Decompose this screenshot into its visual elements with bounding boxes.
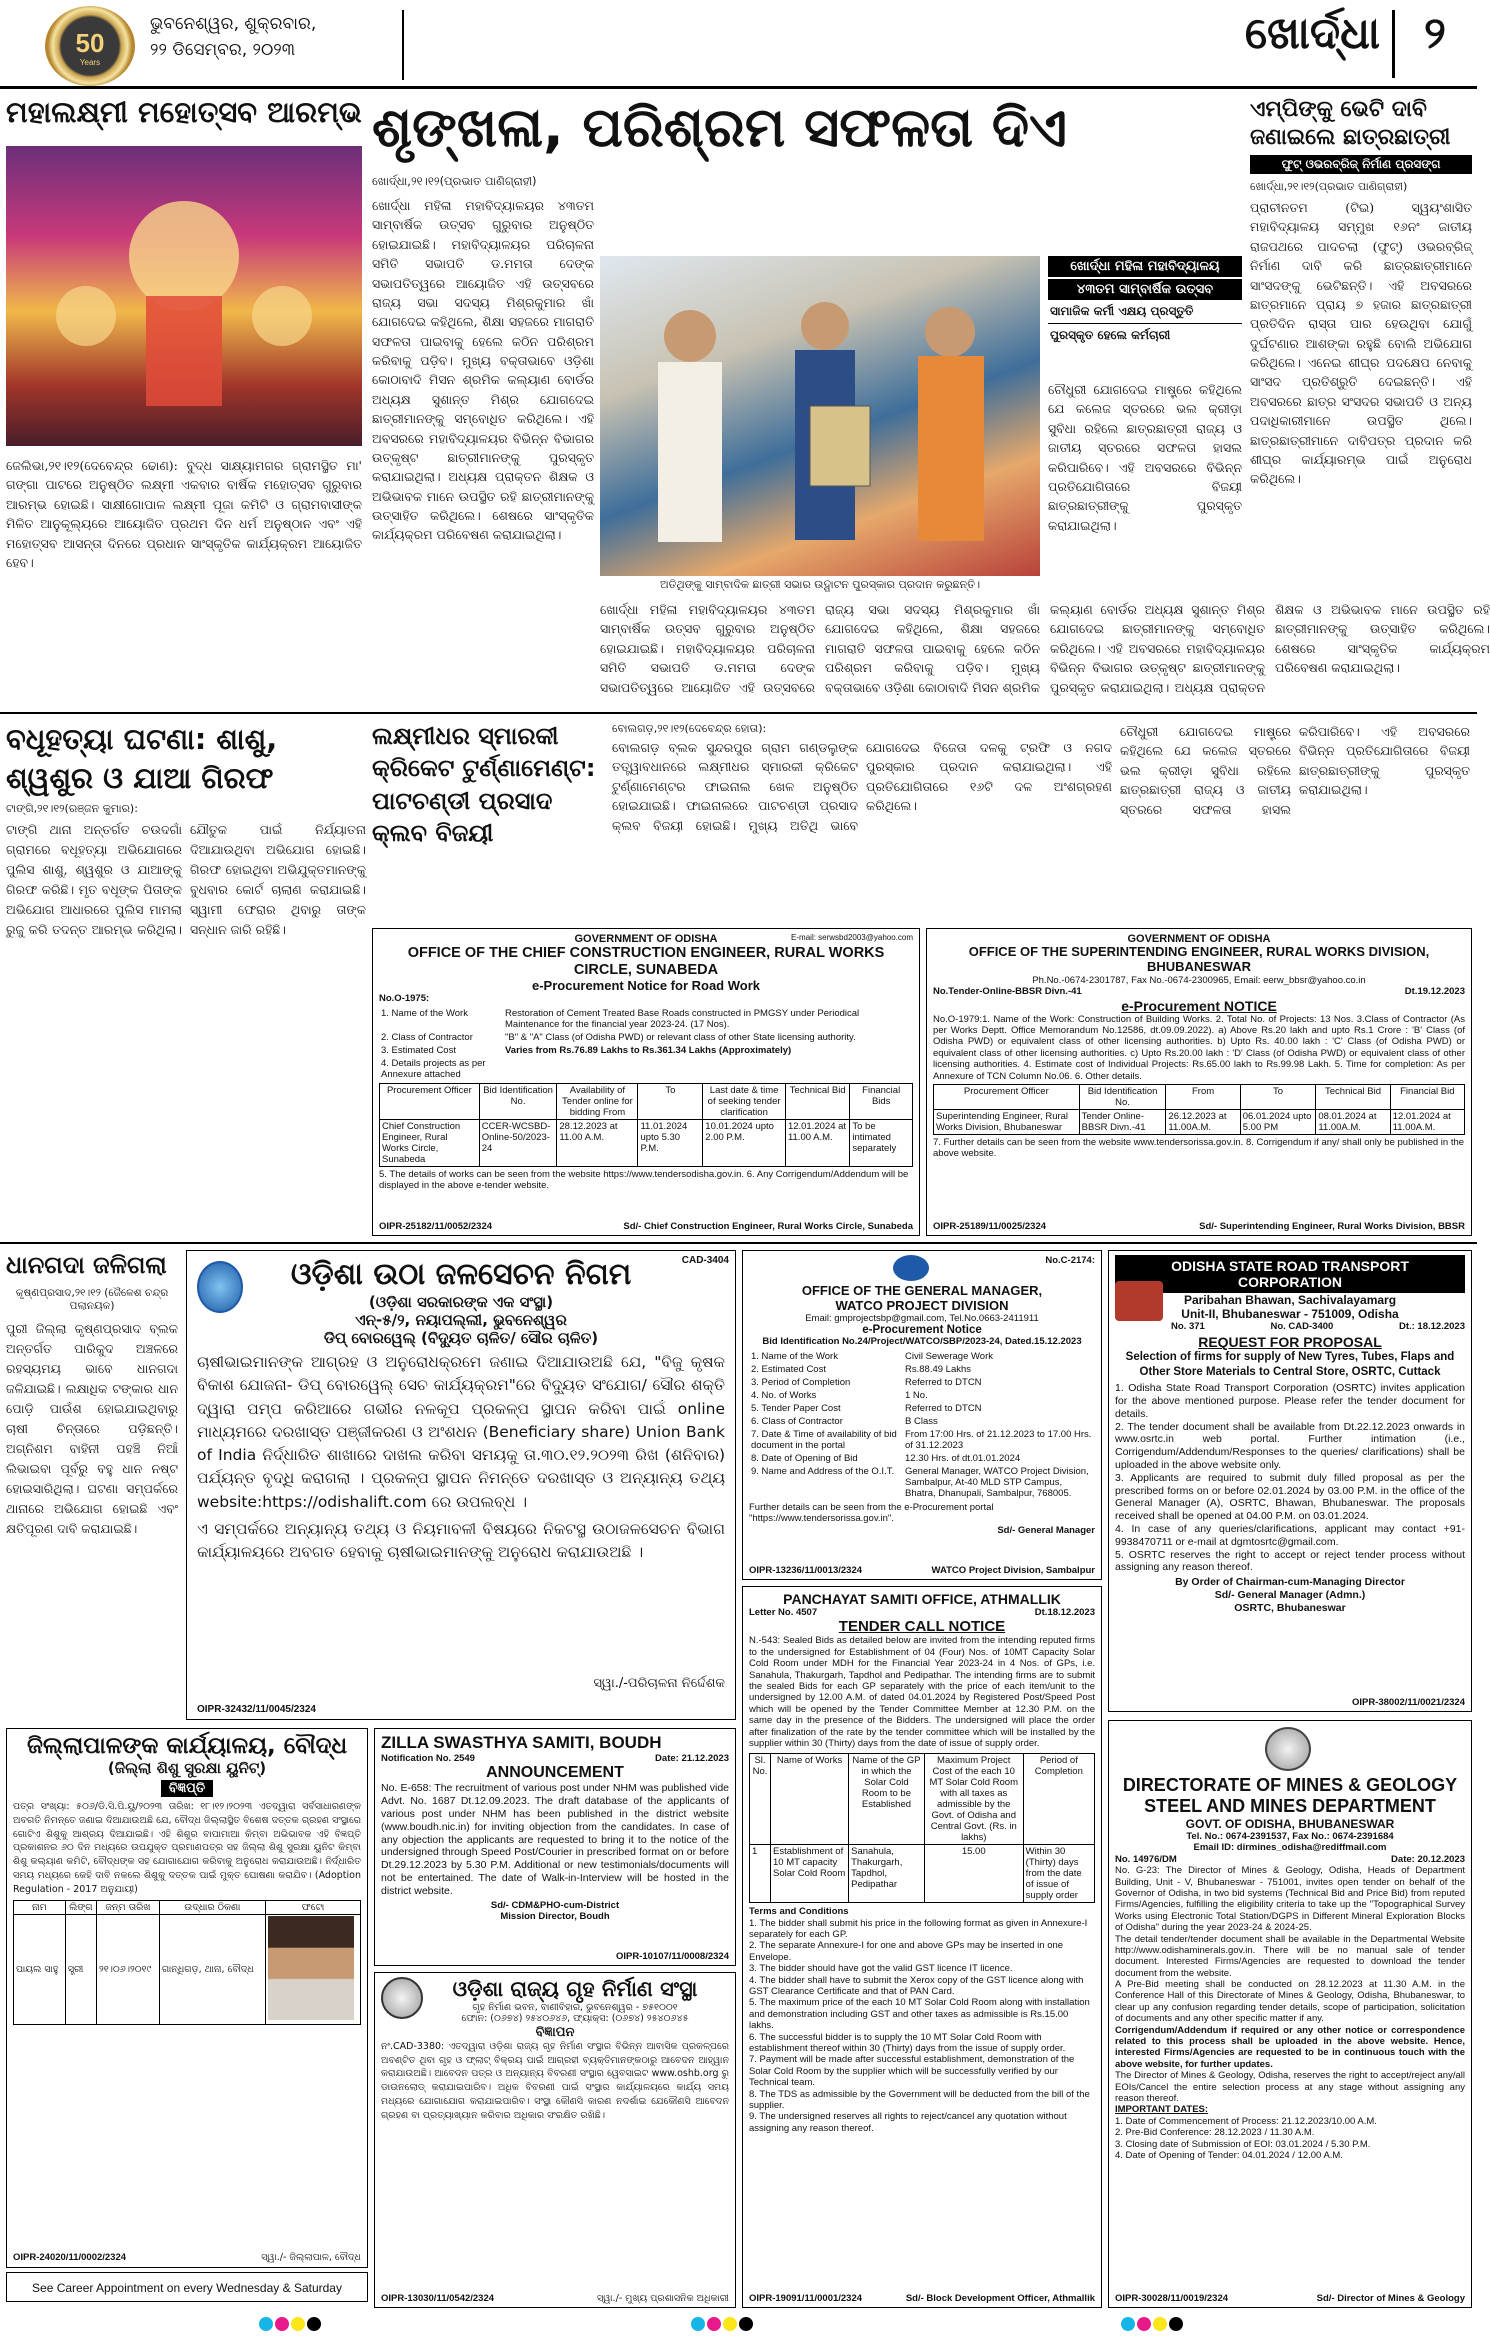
body-text: ଟାଙ୍ଗି ଥାନା ଅନ୍ତର୍ଗତ ଚଉଦଗାଁ ଗ୍ରାମରେ ବଧୂହତ୍ୟା ଅଭିଯୋଗରେ ପୁଲିସ ଶାଶୁ, ଶ୍ୱଶୁର ଓ ଯାଆଙ୍କୁ ଗିରଫ କରିଛି। ମୃତ ବଧୂଙ୍କ ପିତାଙ୍କ ଅଭିଯୋଗ ଆଧାରରେ ପୁଲିସ ମାମଲା ରୁଜୁ କରି ତଦନ୍ତ ଆରମ୍ଭ କରିଥିଲା। ଯୌତୁକ ପାଇଁ ନିର୍ଯ୍ୟାତନା ଦିଆଯାଉଥିବା ଅଭିଯୋଗ ହୋଇଛି। ଗିରଫ ହୋଇଥିବା ଅଭିଯୁକ୍ତମାନଙ୍କୁ ବୁଧବାର କୋର୍ଟ ଚାଲାଣ କରାଯାଇଛି। ସ୍ୱାମୀ ଫେରାର ଥିବାରୁ ତାଙ୍କ ସନ୍ଧାନ ଜାରି ରହିଛି। [6,822,366,938]
sign2: Mission Director, Boudh [500,1910,610,1922]
subhead: ଫୁଟ୍ ଓଭରବ୍ରିଜ୍ ନିର୍ମାଣ ପ୍ରସଙ୍ଗ [1250,155,1472,174]
contact: Email: gmprojectsbp@gmail.com, Tel.No.0663-2411911 [805,1313,1039,1324]
career-footer: See Career Appointment on every Wednesday & Saturday [6,2272,368,2302]
lead-body-right: ଚୌଧୁରୀ ଯୋଗଦେଇ ମାଷ୍ଟ୍ରେ କହିଥିଲେ ଯେ କଲେଜ ସ୍ତରରେ ଭଲ କ୍ରୀଡ଼ା ସୁବିଧା ରହିଲେ ଛାତ୍ରଛାତ୍ରୀ ରାଜ୍ୟ ଓ ଜାତୀୟ ସ୍ତରରେ ସଫଳତା ହାସଲ କରିପାରିବେ। ଏହି ଅବସରରେ ବିଭିନ୍ନ ପ୍ରତିଯୋଗିତାରେ ବିଜୟୀ ଛାତ୍ରଛାତ୍ରୀଙ୍କୁ ପୁରସ୍କୃତ କରାଯାଇଥିଲା। [1048,382,1242,533]
body4: Corrigendum/Addendum if required or any other notice or correspondence related to this process shall be uploaded in the above website. Hence, interested Firms/Agencies are requested to be in continuous touch with the above website, for further updates. [1115,2024,1465,2070]
idol-illustration [6,146,362,446]
col-header: Availability of Tender online for bidding From [557,1083,638,1119]
ad-lift-irrigation [186,1250,736,1720]
anniversary-logo [45,6,135,86]
dateline: କୃଷ୍ଣପ୍ରସାଦ,୨୧।୧୨ (ଜୈଳେଶ ଚନ୍ଦ୍ର ପଲାନୟକ) [15,1287,169,1313]
table-cell: 28.12.2023 at 11.00 A.M. [557,1119,638,1166]
odisha-emblem-icon [1265,1727,1311,1771]
table-cell: 11.01.2024 upto 5.30 P.M. [638,1119,703,1166]
table-cell: 12.30 Hrs. of dt.01.01.2024 [905,1452,1021,1464]
title: ZILLA SWASTHYA SAMITI, BOUDH [381,1733,662,1752]
heading: ANNOUNCEMENT [486,1764,624,1782]
body: No. E-658: The recruitment of various post under NHM was published vide Advt. No. 1687 Dt.12.09.2023. The draft database of the applicants of various post under NHM has been published in the district website (www.boudh.nic.in) for inviting objection from the candidates. In case of any objection the applicants are requested to bring it to the notice of the undersigned through Speed Post/Courier in prescribed format on or before Dt.29.12.2023 by 5.30 P.M. Additional or new testimonials/documents will not be entertained. The date of Walk-in-Interview will be hosted in the district website. [381,1782,729,1897]
tender-line [933,986,1465,997]
footnotes: 7. Further details can be seen from the website www.tendersorissa.gov.in. 8. Corrigendum if any/ shall only be published in the above website. [933,1137,1465,1160]
date: Date: 21.12.2023 [655,1753,729,1764]
body3: A Pre-Bid meeting shall be conducted on 28.12.2023 at 11.30 A.M. in the Conference Hall of this Directorate of Mines & Geology, Odisha, Bhubaneswar, to clear up any confusion regarding tender details, scope of participation, solicitation of documents and any other specific matter if any. [1115,1979,1465,2025]
body: N.-543: Sealed Bids as detailed below are invited from the intending reputed firms to the undersigned for Establishment of 04 (Four) Nos. of 10MT Capacity Solar Cold Room under MDH for the Financial Year 2023-24 in 4 Nos. of GPs, i.e. Sanahula, Thakurgarh, Tapdhol and Pedipathar. The intending firms are to submit the sealed Bids for each GP separately with the price of each item/unit to the undersigned by 12.00 A.M. of dated 04.01.2024 by Registered Post/Speed Post which will be opened by the Tender Committee Member at 12.30 P.M. on the same day in the presence of the Bidders. The undersigned will place the order after finalization of the rate by the tender committee which will be installed by the supplier within 30 (Thirty) days from the date of issue of supply order. [749,1635,1095,1749]
table-cell: 3. Period of Completion [751,1376,851,1388]
body: ପତ୍ର ସଂଖ୍ୟା: ୫୦୬/ଡି.ସି.ପି.ୟୁ/୨୦୨୩ ତାରିଖ: ୧୮।୧୨।୨୦୨୩ ଏତଦ୍ୱାରା ସର୍ବସାଧାରଣଙ୍କ ଅବଗତି ନିମନ୍ତେ ଜଣାଇ ଦିଆଯାଉଅଛି ଯେ, ବୌଦ୍ଧ ଜିଲ୍ଲାସ୍ଥିତ ବିଶେଷ ଦତ୍ତକ ଗ୍ରହଣ ସଂସ୍ଥାରେ ଗୋଟିଏ ଶିଶୁକୁ ଆଶ୍ରୟ ଦିଆଯାଇଛି। ଏହି ଶିଶୁର ବାପାମାଆ କିମ୍ବା ଅଭିଭାବକ ଏହି ବିଜ୍ଞପ୍ତି ପ୍ରକାଶନର ୬୦ ଦିନ ମଧ୍ୟରେ ଉପଯୁକ୍ତ ପ୍ରମାଣପତ୍ର ସହ ଜିଲ୍ଲା ଶିଶୁ ସୁରକ୍ଷା ୟୁନିଟ କିମ୍ବା ଶିଶୁ କଲ୍ୟାଣ କମିଟି, ବୌଦ୍ଧଙ୍କ ସହ ଯୋଗାଯୋଗ କରିବାକୁ ଅନୁରୋଧ କରାଯାଉଅଛି। ନିର୍ଦ୍ଧାରିତ ସମୟ ମଧ୍ୟରେ କେହି ଦାବି ନକଲେ ଶିଶୁକୁ ଦତ୍ତକ ପାଇଁ ମୁକ୍ତ ଘୋଷଣା କରାଯିବ। (Adoption Regulation - 2017 ଅନୁଯାୟୀ) [13,1801,361,1895]
point: 4. In case of any queries/clarifications, applicant may contact +91-9938470711 or e-mail at dgmtosrtc@gmail.com. [1115,1522,1465,1548]
sign: Sd/- Director of Mines & Geology [1316,2292,1465,2304]
table-cell: Within 30 (Thirty) days from the date of issue of supply order [1023,1845,1094,1903]
details-table [749,1350,1095,1500]
dates-title: IMPORTANT DATES: [1115,2104,1209,2116]
table-cell: 1. Name of the Work [751,1350,838,1362]
email: E-mail: serwsbd2003@yahoo.com [791,933,913,942]
headline: ଏମ୍‌ପିଙ୍କୁ ଭେଟି ଦାବି ଜଣାଇଲେ ଛାତ୍ରଛାତ୍ରୀ [1250,97,1451,150]
section-name: ଖୋର୍ଦ୍ଧା [1244,8,1380,59]
ref: OIPR-30028/11/0019/2324 [1115,2292,1229,2304]
term: 9. The undersigned reserves all rights to reject/cancel any quotation without assigning any reason thereof. [749,2111,1067,2134]
ref: OIPR-25189/11/0025/2324 [933,1220,1047,1232]
table-cell: 12.01.2024 at 11.00 A.M. [785,1119,849,1166]
term: 6. The successful bidder is to supply the 10 MT Solar Cold Room with establishment thereof within 30 (Thirty) days from the issue of supply order. [749,2031,1066,2054]
table-row [934,1110,1465,1135]
title2: STEEL AND MINES DEPARTMENT [1144,1796,1436,1816]
story-murder [6,720,366,1240]
contact: ଫୋନ: (୦୬୭୪) ୨୫୪୦୬୪୬, ଫ୍ୟାକ୍ସ: (୦୬୭୪) ୨୫୪୦୬୪୫ [461,2013,689,2025]
table-cell: Civil Sewerage Work [905,1350,993,1362]
notice-wrap [13,1777,361,1797]
logo-number: 50 [75,28,105,58]
ref: OIPR-13030/11/0542/2324 [381,2292,495,2304]
tender-table [749,1753,1095,1903]
date-item: 3. Closing date of Submission of EOI: 03.01.2024 / 5.30 P.M. [1115,2138,1371,2150]
table-cell: Chief Construction Engineer, Rural Works Circle, Sunabeda [380,1119,480,1166]
no: No. 371 [1171,1321,1205,1332]
date: Date: 20.12.2023 [1391,1853,1465,1865]
inset-bullet: ସାମାଜିକ କର୍ମୀ ଏକ୍ଷୟ ପ୍ରସ୍ତୁତି [1048,300,1242,324]
col-header: ଜନ୍ମ ତାରିଖ [96,1901,159,1915]
col-header: To [1240,1085,1316,1110]
body: No. G-23: The Director of Mines & Geology, Odisha, Heads of Department Building, Unit - V, Bhubaneswar - 751001, invites open tender on behalf of the Governor of Odisha, in two bid systems (Technical Bid and Price Bid) from reputed Firms/Agencies, fulfilling the eligibility criteria to take up the "Topographical Survey Works using Electronic Total Station/DGPS in Different Mineral Exploration Blocks of Odisha" during the year 2023-24 & 2024-25. [1115,1865,1465,1934]
sign: Sd/- Superintending Engineer, Rural Works Division, BBSR [1199,1220,1465,1232]
body2: The detail tender/tender document shall be available in the Departmental Website http://www.odishaminerals.gov.in. There will be no manual sale of tender document. Interested Firms/Agencies are requested to download the tender document from the website. [1115,1933,1465,1979]
subtitle: (ଓଡ଼ିଶା ସରକାରଙ୍କ ଏକ ସଂସ୍ଥା) [368,1293,554,1311]
ad-sunabeda [372,928,920,1236]
point: 5. OSRTC reserves the right to accept or reject tender process without assigning any reason thereof. [1115,1548,1465,1574]
ad-collector-boudh [6,1728,368,2268]
col-header: Sl. No. [750,1754,771,1845]
label: 1. Name of the Work [381,1007,468,1019]
address: ଏନ୍-୫/୨, ନୟାପଲ୍ଲୀ, ଭୁବନେଶ୍ୱର [355,1311,567,1329]
body: ନଂ.CAD-3380: ଏତଦ୍ୱାରା ଓଡ଼ିଶା ରାଜ୍ୟ ଗୃହ ନିର୍ମାଣ ସଂସ୍ଥାର ବିଭିନ୍ନ ଆବାସିକ ପ୍ରକଳ୍ପରେ ଅବଣ୍ଟିତ ଥିବା ଗୃହ ଓ ଫ୍ଲାଟ୍ ବିକ୍ରୟ ପାଇଁ ଆଗ୍ରହୀ ବ୍ୟକ୍ତିମାନଙ୍କଠାରୁ ଆବେଦନ ଆହ୍ୱାନ କରାଯାଉଅଛି। ଆବେଦନ ପତ୍ର ଓ ଅନ୍ୟାନ୍ୟ ବିବରଣୀ ସଂସ୍ଥାର ୱେବସାଇଟ www.oshb.org ରୁ ଡାଉନଲୋଡ୍ କରାଯାଇପାରିବ। ଅଧିକ ବିବରଣୀ ପାଇଁ ସଂସ୍ଥାର କାର୍ଯ୍ୟାଳୟରେ କାର୍ଯ୍ୟ ସମୟ ମଧ୍ୟରେ ଯୋଗାଯୋଗ କରାଯାଇପାରିବ। ସଂସ୍ଥା କୌଣସି କାରଣ ନଦର୍ଶାଇ ଯେକୌଣସି ଆବେଦନ ଗ୍ରହଣ ବା ପ୍ରତ୍ୟାଖ୍ୟାନ କରିବାର ଅଧିକାର ସଂରକ୍ଷିତ ରଖିଛି। [381,2040,729,2121]
date-item: 4. Date of Opening of Tender: 04.01.2024 / 12.00 A.M. [1115,2149,1343,2161]
inset-subtitle: ୪୩ତମ ସାମ୍ବାର୍ଷିକ ଉତ୍ସବ [1048,279,1242,300]
contact: Tel. No.: 0674-2391537, Fax No.: 0674-2391684 [1186,1831,1394,1842]
sign1: Sd/- General Manager (Admn.) [1214,1588,1366,1601]
body-text: ପୁରୀ ଜିଲ୍ଲା କୃଷ୍ଣପ୍ରସାଦ ବ୍ଲକ ଅନ୍ତର୍ଗତ ପାରିକୁଦ ଅଞ୍ଚଳରେ ରହସ୍ୟମୟ ଭାବେ ଧାନଗଦା ଜଳିଯାଇଛି। ଲକ୍ଷାଧିକ ଟଙ୍କାର ଧାନ ପୋଡ଼ି ପାଉଁଶ ହୋଇଯାଇଥିବାରୁ ଚାଷୀ ଚିନ୍ତାରେ ପଡ଼ିଛନ୍ତି। ଅଗ୍ନିଶମ ବାହିନୀ ପହଞ୍ଚି ନିଆଁ ଲିଭାଇବା ପୂର୍ବରୁ ବହୁ ଧାନ ନଷ୍ଟ ହୋଇସାରିଥିଲା। ଘଟଣା ସମ୍ପର୍କରେ ଥାନାରେ ଅଭିଯୋଗ ହୋଇଛି ଏବଂ କ୍ଷତିପୂରଣ ଦାବି କରାଯାଇଛି। [6,1321,178,1537]
table-cell: Referred to DTCN [905,1376,982,1388]
table-row [14,1915,361,2025]
table-cell: Superintending Engineer, Rural Works Division, Bhubaneswar [934,1110,1080,1135]
notice: ବିଜ୍ଞପ୍ତି [161,1780,213,1797]
story-mahalakshmi [6,96,366,706]
label: 3. Estimated Cost [381,1044,456,1056]
tender-no: No.Tender-Online-BBSR Divn.-41 [933,986,1082,998]
point: 3. Applicants are required to submit duly filled proposal as per the prescribed forms on or before 02.01.2024 by 03.00 P.M. in the office of the General Manager (A), OSRTC, Bhawan, Bhubaneswar. The proposals received shall be opened at 04.00 P.M. on 03.01.2024. [1115,1471,1465,1523]
table-cell: CCER-WCSBD-Online-50/2023-24 [479,1119,557,1166]
col-header: Bid Identification No. [479,1083,557,1119]
goddess-photo [6,146,362,446]
dateline: ଟାଙ୍ଗି,୨୧।୧୨(ରଞ୍ଜନ କୁମାର): [6,802,138,816]
child-table [13,1900,361,2025]
col-header: From [1166,1085,1240,1110]
terms-title: Terms and Conditions [749,1906,849,1918]
sign-title: Sd/- General Manager [997,1524,1095,1536]
ad-athmallik [742,1586,1102,2308]
label: 2. Class of Contractor [381,1031,473,1043]
table-cell: Sanahula, Thakurgarh, Tapdhol, Pedipathar [849,1845,925,1903]
table-cell: 1 No. [905,1389,928,1401]
col-header: Bid Identification No. [1079,1085,1166,1110]
value: "B" & "A" Class (of Odisha PWD) or relevant class of other State licensing authority. [505,1031,856,1043]
photo-caption: ଅତିଥିଙ୍କୁ ସାମ୍ବାଦିକ ଛାତ୍ରୀ ସଭାର ଉଦ୍ଘାଟନ ପୁରସ୍କାର ପ୍ରଦାନ କରୁଛନ୍ତି। [659,578,981,591]
body-text: ପ୍ରାଚୀନତମ (ଟିଇ) ସ୍ୱୟଂଶାସିତ ମହାବିଦ୍ୟାଳୟ ସମ୍ମୁଖ ୧୬ନଂ ଜାତୀୟ ରାଜପଥରେ ପାଦଚଲା (ଫୁଟ୍) ଓଭରବ୍ରିଜ୍ ନିର୍ମାଣ ଦାବି କରି ଛାତ୍ରଛାତ୍ରୀମାନେ ସାଂସଦଙ୍କୁ ଭେଟିଛନ୍ତି। ଏହି ଅବସରରେ ଛାତ୍ରମାନେ ପ୍ରାୟ ୭ ହଜାର ଛାତ୍ରଛାତ୍ରୀ ପ୍ରତିଦିନ ରାସ୍ତା ପାର ହେଉଥିବା ଯୋଗୁଁ ଦୁର୍ଘଟଣାର ଆଶଙ୍କା ରହୁଛି ବୋଲି ଅଭିଯୋଗ କରିଥିଲେ। ଏନେଇ ଶୀଘ୍ର ପଦକ୍ଷେପ ନେବାକୁ ସାଂସଦ ପ୍ରତିଶ୍ରୁତି ଦେଇଛନ୍ତି। ଏହି ଅବସରରେ ଛାତ୍ର ସଂସଦର ସଭାପତି ଓ ଅନ୍ୟ ପଦାଧିକାରୀମାନେ ଉପସ୍ଥିତ ଥିଲେ। ଛାତ୍ରଛାତ୍ରୀମାନେ ଦାବିପତ୍ର ପ୍ରଦାନ କରି ଶୀଘ୍ର କାର୍ଯ୍ୟାରମ୍ଭ ପାଇଁ ଅନୁରୋଧ କରିଥିଲେ। [1250,200,1472,487]
ref: OIPR-10107/11/0008/2324 [615,1950,729,1962]
lead-dateline: ଖୋର୍ଦ୍ଧା,୨୧।୧୨(ପ୍ରଭାତ ପାଣିଗ୍ରାହୀ) [372,174,537,188]
headline: ଲକ୍ଷ୍ମୀଧର ସ୍ମାରକୀ କ୍ରିକେଟ ଟୁର୍ଣ୍ଣାମେଣ୍ଟ: ପାଟଚଣ୍ଡୀ ପ୍ରସାଦ କ୍ଲବ ବିଜୟୀ [372,722,596,848]
body: No.O-1979:1. Name of the Work: Construction of Building Works. 2. Total No. of Projects: 13 Nos. 3.Class of Contractor (As per Works Deptt. Office Memorandum No.12586, dt.09.09.2022). a) Above Rs.20 lakh and upto Rs.1 Crore : 'B' Class (of Odisha PWD) or equivalent class of other licensing authorities. b) Upto Rs. 40.00 lakh : 'C' Class (of Odisha PWD) or equivalent class of other licensing authorities. c) Upto Rs.20.00 lakh : 'D' Class (of Odisha PWD) or equivalent class of other licensing authorities. 4. Estimate cost of Individual Projects: Rs.65.00 lakh to Rs.99.98 Lakh. 5. Time for completion: As per Annexure of TCN Column No.06. 6. Other details. [933,1013,1465,1082]
masthead [0,0,1477,90]
headline: ବଧୂହତ୍ୟା ଘଟଣା: ଶାଶୁ, ଶ୍ୱଶୁର ଓ ଯାଆ ଗିରଫ [6,722,278,796]
letter: Letter No. 4507 [749,1607,818,1618]
govt: GOVERNMENT OF ODISHA [574,933,718,945]
child-photo [268,1916,354,2020]
table-cell: ସ୍ତ୍ରୀ [65,1915,96,2025]
inset-box [1048,256,1242,374]
table-cell: Tender Online-BBSR Divn.-41 [1079,1110,1166,1135]
notice: e-Procurement NOTICE [1121,997,1277,1014]
housing-emblem-icon [381,1977,423,2019]
sign: ସ୍ୱା./- ମୁଖ୍ୟ ପ୍ରଶାସନିକ ଅଧିକାରୀ [597,2292,729,2304]
footer: Further details can be seen from the e-Procurement portal "https://www.tendersorissa.gov.in". [749,1501,994,1525]
date-item: 2. Pre-Bid Conference: 28.12.2023 / 11.30 A.M. [1115,2127,1315,2139]
table-cell: 1 [750,1845,771,1903]
award-ceremony-illustration [600,256,1040,576]
ref-line [1115,1854,1465,1865]
watco-logo [893,1255,929,1281]
table-cell: To be intimated separately [850,1119,913,1166]
govt: GOVERNMENT OF ODISHA [1127,933,1271,945]
bid: Bid Identification No.24/Project/WATCO/SBP/2023-24, Dated.15.12.2023 [762,1336,1082,1348]
footnotes: 5. The details of works can be seen from the website https://www.tendersodisha.gov.in. 6. Any Corrigendum/Addendum will be displayed in the above e-tender website. [379,1168,909,1192]
ref: OIPR-13236/11/0013/2324 [749,1564,863,1576]
address: ଗୃହ ନିର୍ମାଣ ଭବନ, ବାଣୀବିହାର, ଭୁବନେଶ୍ୱର - ୭୫୧୦୦୧ [472,2002,678,2013]
child-photo-cell [266,1915,361,2025]
body: ଚାଷୀଭାଇମାନଙ୍କ ଆଗ୍ରହ ଓ ଅନୁରୋଧକ୍ରମେ ଜଣାଇ ଦିଆଯାଉଅଛି ଯେ, "ବିଜୁ କୃଷକ ବିକାଶ ଯୋଜନା- ଡିପ୍ ବୋରୱେଲ୍ ସେଚ କାର୍ଯ୍ୟକ୍ରମ"ରେ ବିଦ୍ୟୁତ ସଂଯୋଗ/ ସୌର ଶକ୍ତି ଦ୍ୱାରା ପମ୍ପ କରିଆରେ ଗଭୀର ନଳକୂପ ପ୍ରକଳ୍ପ ସ୍ଥାପନ କରିବା ପାଇଁ online ମାଧ୍ୟମରେ ଦରଖାସ୍ତ ପଞ୍ଜୀକରଣ ଓ ଅଂଶଧନ (Beneficiary share) Union Bank of India ନିର୍ଦ୍ଧାରିତ ଶାଖାରେ ଦାଖଲ କରିବା ସମୟକୁ ତା.୩୦.୧୨.୨୦୨୩ ରିଖ (ଶନିବାର) ପର୍ଯ୍ୟନ୍ତ ବୃଦ୍ଧି କରାଗଲା । ପ୍ରକଳ୍ପ ସ୍ଥାପନ ନିମନ୍ତେ ଦରଖାସ୍ତ ଓ ଅନ୍ୟାନ୍ୟ ତଥ୍ୟ website:https://odishalift.com ରେ ଉପଲବ୍ଧ । [197,1353,725,1511]
col-header: Last date & time of seeking tender clarification [703,1083,786,1119]
table-cell: Establishment of 10 MT capacity Solar Cold Room [770,1845,848,1903]
table-cell: Referred to DTCN [905,1402,982,1414]
body-continued: ଚୌଧୁରୀ ଯୋଗଦେଇ ମାଷ୍ଟ୍ରେ କହିଥିଲେ ଯେ କଲେଜ ସ୍ତରରେ ଭଲ କ୍ରୀଡ଼ା ସୁବିଧା ରହିଲେ ଛାତ୍ରଛାତ୍ରୀ ରାଜ୍ୟ ଓ ଜାତୀୟ ସ୍ତରରେ ସଫଳତା ହାସଲ କରିପାରିବେ। ଏହି ଅବସରରେ ବିଭିନ୍ନ ପ୍ରତିଯୋଗିତାରେ ବିଜୟୀ ଛାତ୍ରଛାତ୍ରୀଙ୍କୁ ପୁରସ୍କୃତ କରାଯାଇଥିଲା। [1120,724,1470,817]
table-cell: B Class [905,1415,938,1427]
col-header: ନାମ [14,1901,66,1915]
registration-marks [0,2312,1477,2339]
table-cell: 12.01.2024 at 11.00A.M. [1390,1110,1464,1135]
no: No. 14976/DM [1115,1853,1177,1865]
table-cell: 5. Tender Paper Cost [751,1402,841,1414]
work-details [379,1007,913,1081]
contact: Ph.No.-0674-2301787, Fax No.-0674-2300965, Email: eerw_bbsr@yahoo.co.in [1032,974,1366,986]
label: 4. Details projects as per Annexure attached [381,1057,486,1080]
ad-osrtc [1108,1250,1472,1712]
table-cell: 08.01.2024 at 11.00A.M. [1316,1110,1390,1135]
date: Dt.18.12.2023 [1034,1607,1095,1618]
term: 7. Payment will be made after successful establishment, demonstration of the Solar Cold Room by the supplier which will be successfully verified by our Technical team. [749,2054,1075,2089]
col-header: Name of Works [770,1754,848,1845]
title: ଓଡ଼ିଶା ଉଠା ଜଳସେଚନ ନିଗମ [290,1257,632,1292]
table-row [750,1845,1095,1903]
page-number: ୨ [1424,8,1446,59]
title1: DIRECTORATE OF MINES & GEOLOGY [1122,1775,1458,1795]
col-header: Technical Bid [785,1083,849,1119]
ad-code: CAD-3404 [681,1255,729,1266]
table-cell: 06.01.2024 upto 5.00 PM [1240,1110,1316,1135]
table-cell: ପାୟଲ ସାହୁ [14,1915,66,2025]
col-header: Financial Bid [1390,1085,1464,1110]
address1: Paribahan Bhawan, Sachivalayamarg [1183,1293,1397,1307]
cad: No. CAD-3400 [1270,1321,1334,1332]
sign: WATCO Project Division, Sambalpur [931,1564,1095,1576]
date: Dt.19.12.2023 [1404,986,1465,998]
story-cricket [372,720,1472,920]
inset-bullet: ପୁରସ୍କୃତ ହେଲେ କର୍ମଚାରୀ [1050,328,1171,342]
masthead-date [150,14,410,80]
story-mp [1250,96,1472,706]
inset-title: ଖୋର୍ଦ୍ଧା ମହିଳା ମହାବିଦ୍ୟାଳୟ [1048,256,1242,277]
color-registration-mark [1120,2316,1184,2335]
col-header: ଉଦ୍ଧାର ଠିକଣା [159,1901,265,1915]
value: Varies from Rs.76.89 Lakhs to Rs.361.34 Lakhs (Approximately) [505,1044,792,1056]
table-cell: 26.12.2023 at 11.00A.M. [1166,1110,1240,1135]
point: 1. Odisha State Road Transport Corporation (OSRTC) invites application for the above mentioned purpose. Please refer the tender document for details. [1115,1382,1465,1420]
govt: GOVT. OF ODISHA, BHUBANESWAR [1185,1817,1395,1831]
color-registration-mark [258,2316,322,2335]
ref: OIPR-38002/11/0021/2324 [1351,1696,1465,1708]
col-header: Procurement Officer [380,1083,480,1119]
email: Email ID: dirmines_odisha@rediffmail.com [1193,1842,1387,1854]
tender-table [933,1084,1465,1135]
table-cell [503,1057,913,1081]
color-registration-mark [690,2316,754,2335]
value: Restoration of Cement Treated Base Roads constructed in PMGSY under Periodical Maintenance for the financial year 2023-24. (17 Nos). [505,1007,860,1030]
table-row [380,1119,913,1166]
title: ଓଡ଼ିଶା ରାଜ୍ୟ ଗୃହ ନିର୍ମାଣ ସଂସ୍ଥା [452,1977,698,2001]
term: 3. The bidder should have got the valid GST licence IT licence. [749,1963,1013,1975]
col-header: Maximum Project Cost of the each 10 MT Solar Cold Room with all taxes as admissible by the Govt. of Odisha and Central Govt. (Rs. in lakhs) [924,1754,1023,1845]
emblem-icon [197,1261,243,1313]
ref-line [1115,1321,1465,1332]
ref: OIPR-25182/11/0052/2324 [379,1220,493,1232]
term: 2. The separate Annexure-I for one and above GPs may be inserted in one Envelope. [749,1940,1064,1963]
body-text: ଜେଲିଭା,୨୧।୧୨(ଦେବେନ୍ଦ୍ର ଢୋଣ): ବୁଦ୍ଧ ସାକ୍ଷ୍ୟାମଗର ଗ୍ରାମସ୍ଥିତ ମା' ଗଙ୍ଗା ପାଟରେ ଅନୁଷ୍ଠିତ ଲକ୍ଷ୍ମୀ ଏକବାର ବାର୍ଷିକ ମହୋତ୍ସବ ଗୁରୁବାର ଆରମ୍ଭ ହୋଇଛି। ସାକ୍ଷୀଗୋପାଳ ଲକ୍ଷ୍ମୀ ପୂଜା କମିଟି ଓ ଗ୍ରାମବାସୀଙ୍କ ମିଳିତ ଆନୁକୂଲ୍ୟରେ ଆୟୋଜିତ ପ୍ରଥମ ଦିନ ଧର୍ମ ଅନୁଷ୍ଠାନ ଏବଂ ଏହି ମହୋତ୍ସବ ଆସନ୍ତା ଦିନରେ ପ୍ରଧାନ ସାଂସ୍କୃତିକ କାର୍ଯ୍ୟକ୍ରମ ଆୟୋଜିତ ହେବ। [6,458,362,570]
term: 5. The maximum price of the each 10 MT Solar Cold Room along with installation and demonstration including GST and other taxes as admissible is Rs.15.00 lakhs. [749,1997,1090,2032]
ad-watco [742,1250,1102,1580]
title: ODISHA STATE ROAD TRANSPORT CORPORATION [1115,1255,1465,1293]
table-cell: 15.00 [924,1845,1023,1903]
col-header: Technical Bid [1316,1085,1390,1110]
sign1: Sd/- CDM&PHO-cum-District [490,1899,620,1911]
point: 2. The tender document shall be available from Dt.22.12.2023 onwards in www.osrtc.in web portal. Further intimation (i.e., Corrigendum/Addendum/Responses to the queries/ clarifications) shall be uploaded in the above website only. [1115,1420,1465,1471]
col-header: Procurement Officer [934,1085,1080,1110]
ad-zss-boudh [374,1728,736,1966]
table-cell: Rs.88.49 Lakhs [905,1363,972,1375]
subheading: Selection of firms for supply of New Tyres, Tubes, Flaps and Other Store Materials to Central Store, OSRTC, Cuttack [1125,1351,1455,1378]
ref: OIPR-19091/11/0001/2324 [749,2292,863,2304]
title: PANCHAYAT SAMITI OFFICE, ATHMALLIK [783,1591,1061,1607]
heading: REQUEST FOR PROPOSAL [1198,1334,1382,1351]
notice-no: No.O-1975: [379,993,430,1005]
col-header: To [638,1083,703,1119]
ref: OIPR-32432/11/0045/2324 [197,1704,316,1715]
col-header: ଲିଙ୍ଗ [65,1901,96,1915]
title: OFFICE OF THE CHIEF CONSTRUCTION ENGINEER, RURAL WORKS CIRCLE, SUNABEDA [407,945,885,978]
notification: Notification No. 2549 [381,1753,475,1764]
title: OFFICE OF THE SUPERINTENDING ENGINEER, RURAL WORKS DIVISION, BHUBANESWAR [968,944,1430,974]
table-cell: General Manager, WATCO Project Division, Sambalpur, At-40 MLD STP Campus, Bhatra, Dhanupali, Sambalpur, 768005. [905,1465,1089,1499]
col-header: Period of Completion [1023,1754,1094,1845]
ad-mines-geology [1108,1720,1472,2308]
order: By Order of Chairman-cum-Managing Director [1175,1576,1405,1589]
headline: ମହାଲକ୍ଷ୍ମୀ ମହୋତ୍ସବ ଆରମ୍ଭ [6,95,362,129]
table-cell: 10.01.2024 upto 2.00 P.M. [703,1119,786,1166]
ref: OIPR-24020/11/0002/2324 [13,2251,127,2263]
table-cell: 2. Estimated Cost [751,1363,826,1375]
notice: ବିଜ୍ଞାପନ [535,2024,575,2040]
title2: WATCO PROJECT DIVISION [835,1298,1009,1313]
sign: Sd/- Block Development Officer, Athmallik [905,2292,1095,2304]
letter-line [749,1607,1095,1618]
notif-line [381,1753,729,1764]
title: ଜିଲ୍ଲାପାଳଙ୍କ କାର୍ଯ୍ୟାଳୟ, ବୌଦ୍ଧ [26,1733,348,1759]
sign2: OSRTC, Bhubaneswar [1234,1601,1346,1614]
osrtc-bus-icon [1115,1281,1163,1321]
term: 1. The bidder shall submit his price in the following format as given in Annexure-I separately for each GP. [749,1917,1088,1941]
table-cell: From 17:00 Hrs. of 21.12.2023 to 17.00 Hrs. of 31.12.2023 [905,1428,1092,1451]
lead-photo [600,256,1040,576]
col-header: Name of the GP in which the Solar Cold Room to be Established [849,1754,925,1845]
sign: ସ୍ୱା./- ଜିଲ୍ଲାପାଳ, ବୌଦ୍ଧ [261,2251,361,2263]
address2: Unit-II, Bhubaneswar - 751009, Odisha [1181,1307,1399,1321]
ad-code: No.C-2174: [1045,1255,1095,1266]
tender-table [379,1083,913,1167]
term: 8. The TDS as admissible by the Government will be deducted from the bill of the supplier. [749,2088,1090,2111]
ad-bbsr-rural-works [926,928,1472,1236]
notice: e-Procurement Notice for Road Work [531,978,761,994]
col-header: Financial Bids [850,1083,913,1119]
city-day: ଭୁବନେଶ୍ୱର, ଶୁକ୍ରବାର, [150,14,317,34]
sign: Sd/- Chief Construction Engineer, Rural Works Circle, Sunabeda [623,1220,913,1232]
heading: TENDER CALL NOTICE [838,1618,1006,1636]
body-text: ବୋଲଗଡ଼ ବ୍ଲକ ସୁନ୍ଦରପୁର ଗ୍ରାମ ଗଣ୍ଡଲୁଙ୍କ ତତ୍ତ୍ୱାବଧାନରେ ଲକ୍ଷ୍ମୀଧର ସ୍ମାରକୀ କ୍ରିକେଟ ଟୁର୍ଣ୍ଣାମେଣ୍ଟର ଫାଇନାଲ ଖେଳ ଅନୁଷ୍ଠିତ ହୋଇଯାଇଛି। ଫାଇନାଲରେ ପାଟଚଣ୍ଡୀ ପ୍ରସାଦ କ୍ଲବ ବିଜୟୀ ହୋଇଛି। ମୁଖ୍ୟ ଅତିଥି ଭାବେ ଯୋଗଦେଇ ବିଜେତା ଦଳକୁ ଟ୍ରଫି ଓ ନଗଦ ପୁରସ୍କାର ପ୍ରଦାନ କରାଯାଇଥିଲା। ଏହି ପ୍ରତିଯୋଗିତାରେ ୧୬ଟି ଦଳ ଅଂଶଗ୍ରହଣ କରିଥିଲେ। [612,740,1112,833]
table-cell: ଗାନ୍ଧିଗଡ଼, ଥାନା, ବୌଦ୍ଧ [159,1915,265,2025]
logo-caption: Years [79,58,101,67]
subtitle: (ଜିଲ୍ଲା ଶିଶୁ ସୁରକ୍ଷା ୟୁନିଟ୍) [107,1759,267,1777]
dateline: ବୋଲଗଡ଼,୨୧।୧୨(ଦେବେନ୍ଦ୍ର ହୋତା): [612,722,767,735]
story-dhanagadha [6,1250,178,1720]
date-item: 1. Date of Commencement of Process: 21.12.2023/10.00 A.M. [1115,2115,1377,2127]
table-cell: 9. Name and Address of the O.I.T. [751,1465,895,1477]
table-cell: 4. No. of Works [751,1389,817,1401]
body2: ଏ ସମ୍ପର୍କରେ ଅନ୍ୟାନ୍ୟ ତଥ୍ୟ ଓ ନିୟମାବଳୀ ବିଷୟରେ ନିକଟସ୍ଥ ଉଠାଜଳସେଚନ ବିଭାଗ କାର୍ଯ୍ୟାଳୟରେ ଅବଗତ ହେବାକୁ ଚାଷୀଭାଇମାନଙ୍କୁ ଅନୁରୋଧ କରାଯାଉଅଛି । [197,1519,725,1561]
ad-housing-board [374,1972,736,2308]
table-cell: 8. Date of Opening of Bid [751,1452,858,1464]
lead-body-left: ଖୋର୍ଦ୍ଧା ମହିଳା ମହାବିଦ୍ୟାଳୟର ୪୩ତମ ସାମ୍ବାର୍ଷିକ ଉତ୍ସବ ଗୁରୁବାର ଅନୁଷ୍ଠିତ ହୋଇଯାଇଛି। ମହାବିଦ୍ୟାଳୟର ପରିଚାଳନା ସମିତି ସଭାପତି ଡ.ମମତା ଦେଙ୍କ ସଭାପତିତ୍ୱରେ ଆୟୋଜିତ ଏହି ଉତ୍ସବରେ ରାଜ୍ୟ ସଭା ସଦସ୍ୟ ମିଶ୍ରକୁମାର ଖାଁ ଯୋଗଦେଇ କହିଥିଲେ, ଶିକ୍ଷା ସହଜରେ ମାଗରାତି ସଫଳତା ପାଇବାକୁ ହେଲେ କଠିନ ପରିଶ୍ରମ କରିବାକୁ ପଡ଼ିବ। ମୁଖ୍ୟ ବକ୍ତାଭାବେ ଓଡ଼ିଶା କୋଠାବାଦି ମିସନ ଶ୍ରମିକ କଲ୍ୟାଣ ବୋର୍ଡର ଅଧ୍ୟକ୍ଷ ସୁଶାନ୍ତ ମିଶ୍ର ଯୋଗଦେଇ ଛାତ୍ରୀମାନଙ୍କୁ ସମ୍ବୋଧିତ କରିଥିଲେ। ଏହି ଅବସରରେ ମହାବିଦ୍ୟାଳୟର ବିଭିନ୍ନ ବିଭାଗର ଉତ୍କୃଷ୍ଟ ଛାତ୍ରୀମାନଙ୍କୁ ପୁରସ୍କୃତ କରାଯାଇଥିଲା। ଅଧ୍ୟକ୍ଷ ପ୍ରାକ୍ତନ ଶିକ୍ଷକ ଓ ଅଭିଭାବକ ମାନେ ଉପସ୍ଥିତ ରହି ଛାତ୍ରୀମାନଙ୍କୁ ଉତ୍ସାହିତ କରିଥିଲେ। ଶେଷରେ ସାଂସ୍କୃତିକ କାର୍ଯ୍ୟକ୍ରମ ପରିବେଷଣ କରାଯାଇଥିଲା। [372,198,594,543]
term: 4. The bidder shall have to submit the Xerox copy of the GST licence along with GST Clearance Certificate and that of PAN Card. [749,1974,1084,1998]
lead-body-bottom: ଖୋର୍ଦ୍ଧା ମହିଳା ମହାବିଦ୍ୟାଳୟର ୪୩ତମ ସାମ୍ବାର୍ଷିକ ଉତ୍ସବ ଗୁରୁବାର ଅନୁଷ୍ଠିତ ହୋଇଯାଇଛି। ମହାବିଦ୍ୟାଳୟର ପରିଚାଳନା ସମିତି ସଭାପତି ଡ.ମମତା ଦେଙ୍କ ସଭାପତିତ୍ୱରେ ଆୟୋଜିତ ଏହି ଉତ୍ସବରେ ରାଜ୍ୟ ସଭା ସଦସ୍ୟ ମିଶ୍ରକୁମାର ଖାଁ ଯୋଗଦେଇ କହିଥିଲେ, ଶିକ୍ଷା ସହଜରେ ମାଗରାତି ସଫଳତା ପାଇବାକୁ ହେଲେ କଠିନ ପରିଶ୍ରମ କରିବାକୁ ପଡ଼ିବ। ମୁଖ୍ୟ ବକ୍ତାଭାବେ ଓଡ଼ିଶା କୋଠାବାଦି ମିସନ ଶ୍ରମିକ କଲ୍ୟାଣ ବୋର୍ଡର ଅଧ୍ୟକ୍ଷ ସୁଶାନ୍ତ ମିଶ୍ର ଯୋଗଦେଇ ଛାତ୍ରୀମାନଙ୍କୁ ସମ୍ବୋଧିତ କରିଥିଲେ। ଏହି ଅବସରରେ ମହାବିଦ୍ୟାଳୟର ବିଭିନ୍ନ ବିଭାଗର ଉତ୍କୃଷ୍ଟ ଛାତ୍ରୀମାନଙ୍କୁ ପୁରସ୍କୃତ କରାଯାଇଥିଲା। ଅଧ୍ୟକ୍ଷ ପ୍ରାକ୍ତନ ଶିକ୍ଷକ ଓ ଅଭିଭାବକ ମାନେ ଉପସ୍ଥିତ ରହି ଛାତ୍ରୀମାନଙ୍କୁ ଉତ୍ସାହିତ କରିଥିଲେ। ଶେଷରେ ସାଂସ୍କୃତିକ କାର୍ଯ୍ୟକ୍ରମ ପରିବେଷଣ କରାଯାଇଥିଲା। [600,602,1490,695]
sign: ସ୍ୱା./-ପରିଚାଳନା ନିର୍ଦ୍ଦେଶକ [593,1676,725,1691]
body5: The Director of Mines & Geology, Odisha, reserves the right to accept/reject any/all EOIs/Cancel the entire selection process at any stage without assigning any reason thereof. [1115,2070,1465,2104]
table-cell: 6. Class of Contractor [751,1415,843,1427]
date: ୨୨ ଡିସେମ୍ବର, ୨୦୨୩ [150,40,296,60]
table-cell: 7. Date & Time of availability of bid document in the portal [751,1428,897,1451]
notice: e-Procurement Notice [862,1324,982,1337]
table-cell: ୨୧।୦୬।୨୦୧୯ [96,1915,159,2025]
lead-headline: ଶୃଙ୍ଖଳା, ପରିଶ୍ରମ ସଫଳତା ଦିଏ [372,96,1067,159]
date: Dt.: 18.12.2023 [1398,1321,1465,1332]
title1: OFFICE OF THE GENERAL MANAGER, [801,1283,1043,1298]
headline: ଧାନଗଦା ଜଳିଗଲା [6,1251,167,1279]
scheme: ଡିପ୍ ବୋରୱେଲ୍ (ବିଦ୍ୟୁତ ଚାଳିତ/ ସୌର ଚାଳିତ) [323,1329,599,1347]
dateline: ଖୋର୍ଦ୍ଧା,୨୧।୧୨(ପ୍ରଭାତ ପାଣିଗ୍ରାହୀ) [1250,180,1408,193]
col-header: ଫଟୋ [266,1901,361,1915]
